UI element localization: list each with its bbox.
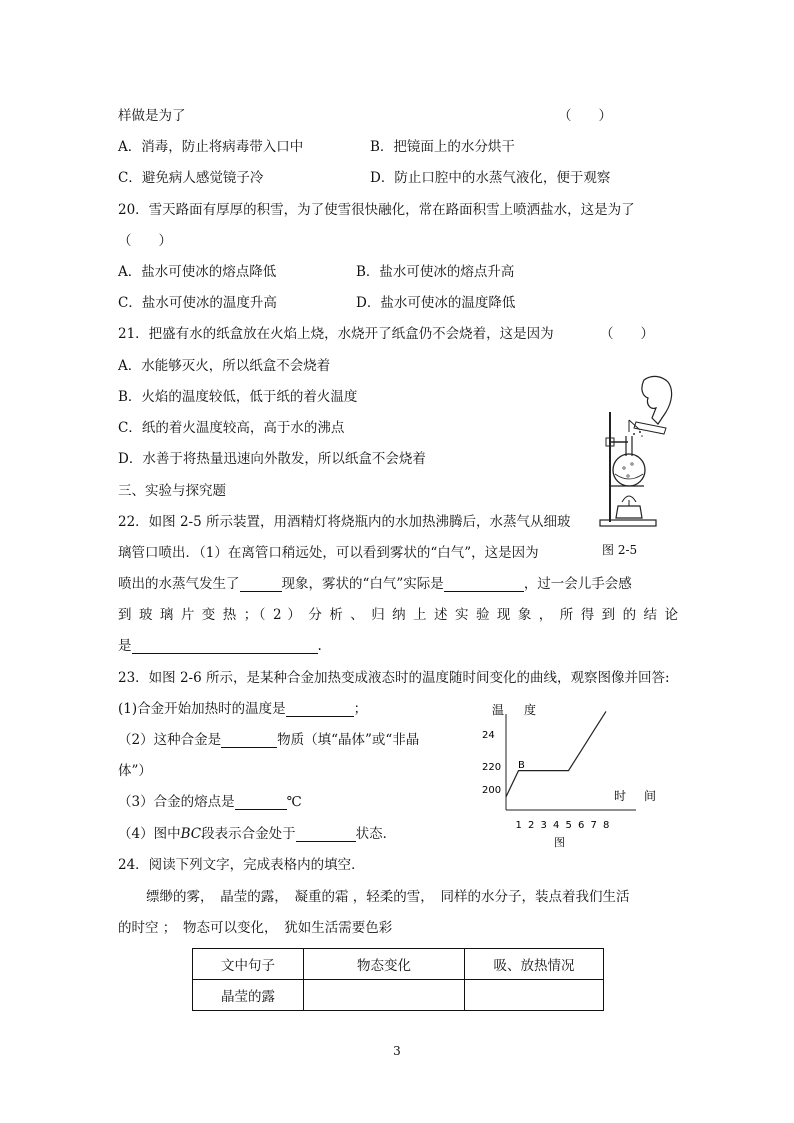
question-22-line5 [118, 634, 322, 654]
option-a: A．消毒，防止将病毒带入口中 [118, 139, 304, 155]
passage-line-1: 缥缈的雾， 晶莹的露， 凝重的霜 ，轻柔的雪， 同样的水分子，装点着我们生活 [146, 889, 630, 905]
answer-blank[interactable] [444, 577, 524, 592]
page-number: 3 [393, 1044, 401, 1058]
text: （3）合金的熔点是 [118, 794, 235, 810]
experiment-apparatus-figure [596, 372, 676, 530]
text: 喷出的水蒸气发生了 [118, 576, 240, 592]
answer-blank[interactable] [240, 577, 282, 592]
x-tick-labels [516, 820, 610, 831]
table-header: 吸、放热情况 [465, 949, 604, 980]
answer-blank[interactable] [132, 639, 318, 654]
x-tick-label: 6 [578, 820, 585, 831]
x-tick-label: 5 [565, 820, 572, 831]
option-b: B．火焰的温度较低，低于纸的着火温度 [118, 389, 358, 405]
question-22-line4: 到 玻 璃 片 变 热 ；（ 2 ） 分 析 、 归 纳 上 述 实 验 现 象 ， 所 得 到 的 结 论 [118, 607, 678, 623]
question-22: 22．如图 2-5 所示装置，用酒精灯将烧瓶内的水加热沸腾后，水蒸气从细玻 [118, 514, 571, 530]
y-tick-label: 24 [482, 730, 495, 741]
answer-blank[interactable] [221, 733, 277, 748]
segment-label: BC [180, 826, 202, 842]
text: ，过一会儿手会感 [523, 576, 632, 592]
text: 段表示合金处于 [201, 826, 296, 842]
y-axis-title-2: 度 [524, 703, 537, 717]
x-tick-label: 3 [540, 820, 547, 831]
table-cell-answer[interactable] [465, 980, 604, 1011]
table-row [193, 980, 604, 1011]
option-c: C．盐水可使冰的温度升高 [118, 295, 277, 311]
y-tick-label: 200 [482, 785, 502, 796]
question-20: 20．雪天路面有厚厚的积雪，为了使雪很快融化，常在路面积雪上喷洒盐水，这是为了 [118, 202, 635, 218]
answer-paren: （ ） [558, 108, 612, 124]
option-b: B．把镜面上的水分烘干 [370, 139, 515, 155]
question-22-line3 [118, 572, 632, 592]
question-21: 21．把盛有水的纸盒放在火焰上烧，水烧开了纸盒仍不会烧着，这是因为 [118, 326, 554, 342]
option-b: B．盐水可使冰的熔点升高 [356, 264, 515, 280]
point-b-label: B [518, 760, 525, 771]
text: 物质（填“晶体”或“非晶 [277, 732, 420, 748]
option-d: D．盐水可使冰的温度降低 [356, 295, 516, 311]
question-23-2-cont: 体”） [118, 763, 152, 779]
x-tick-label: 7 [590, 820, 597, 831]
answer-blank[interactable] [235, 795, 287, 810]
text: ； [353, 701, 368, 717]
question-22-line2: 璃管口喷出．（1）在离管口稍远处，可以看到雾状的“白气”，这是因为 [118, 545, 539, 561]
text: 是 [118, 638, 132, 654]
question-23-3 [118, 790, 302, 810]
text-line: 样做是为了 [118, 108, 186, 124]
answer-blank[interactable] [296, 827, 356, 842]
question-24: 24．阅读下列文字，完成表格内的填空． [118, 857, 365, 873]
x-axis-title-1: 时 [614, 789, 627, 803]
text: 状态． [355, 826, 397, 842]
option-c: C．避免病人感觉镜子冷 [118, 170, 264, 186]
question-23-2 [118, 728, 419, 748]
text: 现象，雾状的“白气”实际是 [281, 576, 444, 592]
text: ℃ [286, 794, 302, 810]
text: （4）图中 [118, 826, 181, 842]
option-c: C．纸的着火温度较高，高于水的沸点 [118, 420, 345, 436]
option-a: A．盐水可使冰的熔点降低 [118, 264, 277, 280]
text: . [317, 638, 322, 654]
series-line [506, 711, 606, 797]
x-tick-label: 1 [515, 820, 522, 831]
table-cell: 晶莹的露 [193, 980, 304, 1011]
y-axis-title-1: 温 [492, 703, 505, 717]
x-tick-label: 2 [528, 820, 535, 831]
table-cell-answer[interactable] [304, 980, 465, 1011]
option-d: D．水善于将热量迅速向外散发，所以纸盒不会烧着 [118, 451, 426, 467]
temperature-time-chart [478, 698, 668, 852]
question-23-1 [118, 697, 367, 717]
text: （2）这种合金是 [118, 732, 222, 748]
answer-paren: （ ） [600, 326, 654, 342]
answer-paren: （ ） [118, 233, 172, 249]
figure-caption: 图 2-5 [602, 543, 638, 557]
x-tick-label: 8 [603, 820, 610, 831]
x-axis-title-2: 间 [644, 789, 657, 803]
option-a: A．水能够灭火，所以纸盒不会烧着 [118, 358, 331, 374]
answer-blank[interactable] [286, 702, 354, 717]
chart-caption: 图 [554, 836, 565, 849]
answer-table [192, 948, 604, 1011]
question-23-4 [118, 822, 396, 842]
option-d: D．防止口腔中的水蒸气液化，便于观察 [370, 170, 611, 186]
table-header: 物态变化 [304, 949, 465, 980]
question-23: 23．如图 2-6 所示，是某种合金加热变成液态时的温度随时间变化的曲线，观察图像并回答: [118, 670, 670, 686]
text: (1)合金开始加热时的温度是 [118, 701, 286, 717]
y-tick-label: 220 [482, 762, 502, 773]
table-header-row [193, 949, 604, 980]
section-heading: 三、实验与探究题 [118, 483, 226, 499]
x-tick-label: 4 [553, 820, 560, 831]
passage-line-2: 的时空 ； 物态可以变化， 犹如生活需要色彩 [118, 920, 393, 936]
table-header: 文中句子 [193, 949, 304, 980]
